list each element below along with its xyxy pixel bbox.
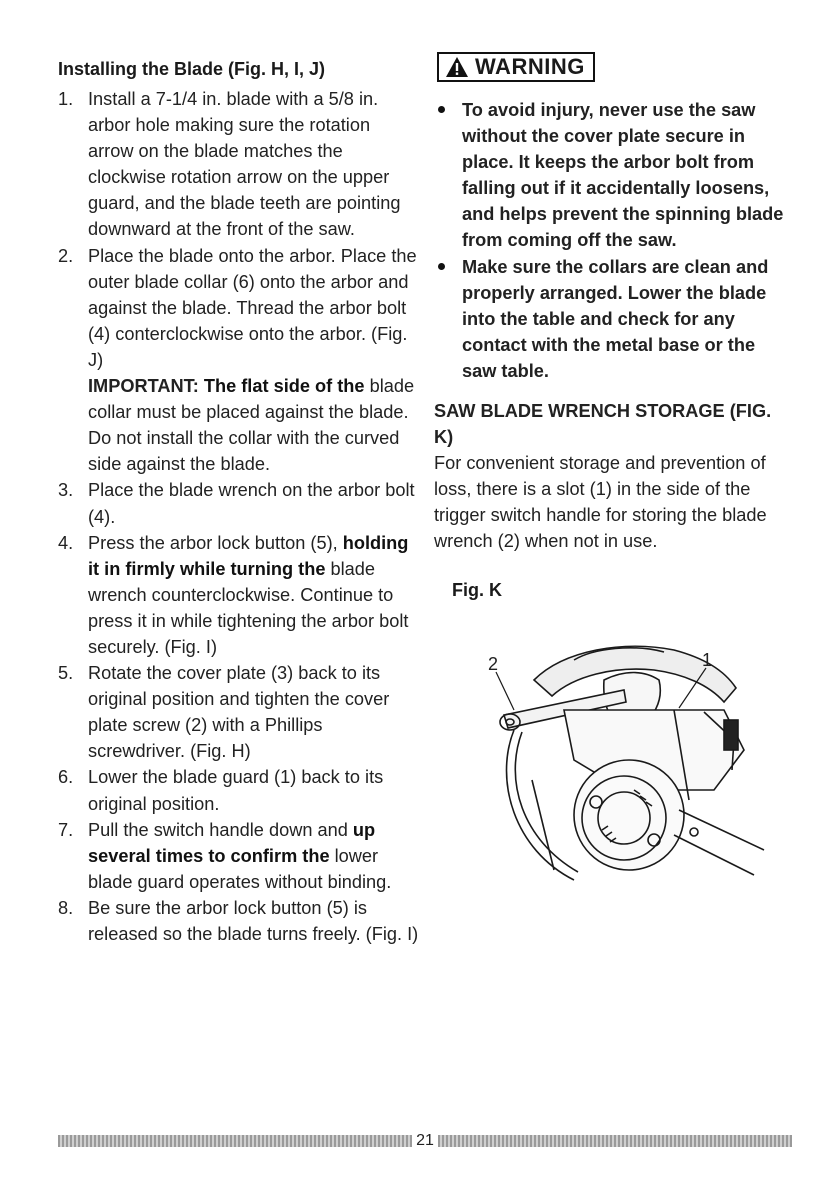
step-text: Be sure the arbor lock button (5) is released so the blade turns freely. (Fig. I) xyxy=(88,897,419,944)
warning-item xyxy=(434,254,794,384)
saw-illustration-icon xyxy=(474,640,774,890)
step-text: Pull the switch handle down and xyxy=(88,819,348,840)
step-text: lower blade guard operates without binding. xyxy=(88,845,392,892)
bullet-icon xyxy=(438,106,445,113)
saw-figure xyxy=(474,640,774,890)
step-bold-text: holding it in firmly while turning the xyxy=(88,532,409,579)
step-3 xyxy=(58,477,420,529)
step-number: 7. xyxy=(58,819,74,840)
warning-item xyxy=(434,97,794,254)
step-text: Press the arbor lock button (5), xyxy=(88,532,338,553)
step-5 xyxy=(58,660,420,764)
step-6 xyxy=(58,764,420,816)
warning-text: Make sure the collars are clean and properly arranged. Lower the blade into the table and check for any contact with the metal base or the saw table. xyxy=(462,256,769,381)
footer-bar-left xyxy=(58,1135,412,1147)
step-bold-text: up several times to confirm the xyxy=(88,819,376,866)
step-text: Place the blade wrench on the arbor bolt (4). xyxy=(88,480,415,527)
warning-header xyxy=(437,52,595,82)
important-text: blade collar must be placed against the blade. Do not install the collar with the curved side against the blade. xyxy=(88,376,415,475)
footer-bar-right xyxy=(438,1135,792,1147)
step-number: 2. xyxy=(58,245,74,266)
bullet-icon xyxy=(438,263,445,270)
step-text: Lower the blade guard (1) back to its original position. xyxy=(88,767,384,814)
warning-list xyxy=(434,97,794,384)
step-number: 4. xyxy=(58,532,74,553)
right-column xyxy=(434,52,794,601)
section-title: Installing the Blade (Fig. H, I, J) xyxy=(58,59,326,79)
warning-triangle-icon xyxy=(445,56,469,78)
step-1 xyxy=(58,86,420,243)
step-number: 3. xyxy=(58,480,74,501)
step-text: blade wrench counterclockwise. Continue to press it in while tightening the arbor bolt securely. (Fig. I) xyxy=(88,558,409,657)
important-bold-text: The flat side of the xyxy=(203,376,365,397)
step-7 xyxy=(58,817,420,895)
storage-heading: SAW BLADE WRENCH STORAGE (FIG. K) xyxy=(434,401,772,448)
callout-2: 2 xyxy=(488,654,499,674)
figure-label: Fig. K xyxy=(452,580,502,601)
step-list xyxy=(58,86,420,947)
storage-paragraph: For convenient storage and prevention of loss, there is a slot (1) in the side of the trigger switch handle for storing the blade wrench (2) when not in use. xyxy=(434,453,767,552)
step-number: 5. xyxy=(58,663,74,684)
warning-text: To avoid injury, never use the saw without the cover plate secure in place. It keeps the arbor bolt from falling out if it accidentally loosens, and helps prevent the spinning blade from coming off the saw. xyxy=(462,100,784,251)
page-footer xyxy=(58,1132,792,1150)
step-8 xyxy=(58,895,420,947)
step-text: Place the blade onto the arbor. Place the outer blade collar (6) onto the arbor and against the blade. Thread the arbor bolt (4) conterclockwise onto the arbor. (Fig. J) xyxy=(88,245,417,370)
page-number: 21 xyxy=(416,1132,434,1149)
step-text: Rotate the cover plate (3) back to its original position and tighten the cover plate screw (2) with a Phillips screwdriver. (Fig. H) xyxy=(88,663,390,762)
step-number: 8. xyxy=(58,897,74,918)
step-number: 1. xyxy=(58,89,74,109)
step-2 xyxy=(58,243,420,478)
step-text: Install a 7-1/4 in. blade with a 5/8 in. arbor hole making sure the rotation arrow on the blade matches the clockwise rotation arrow on the upper guard, and the blade teeth are pointing downward at the front of the saw. xyxy=(88,89,401,240)
left-column xyxy=(58,56,420,947)
warning-label: WARNING xyxy=(475,54,585,79)
step-number: 6. xyxy=(58,767,74,788)
important-label: IMPORTANT: xyxy=(88,376,199,397)
callout-1: 1 xyxy=(702,650,713,670)
step-4 xyxy=(58,530,420,660)
